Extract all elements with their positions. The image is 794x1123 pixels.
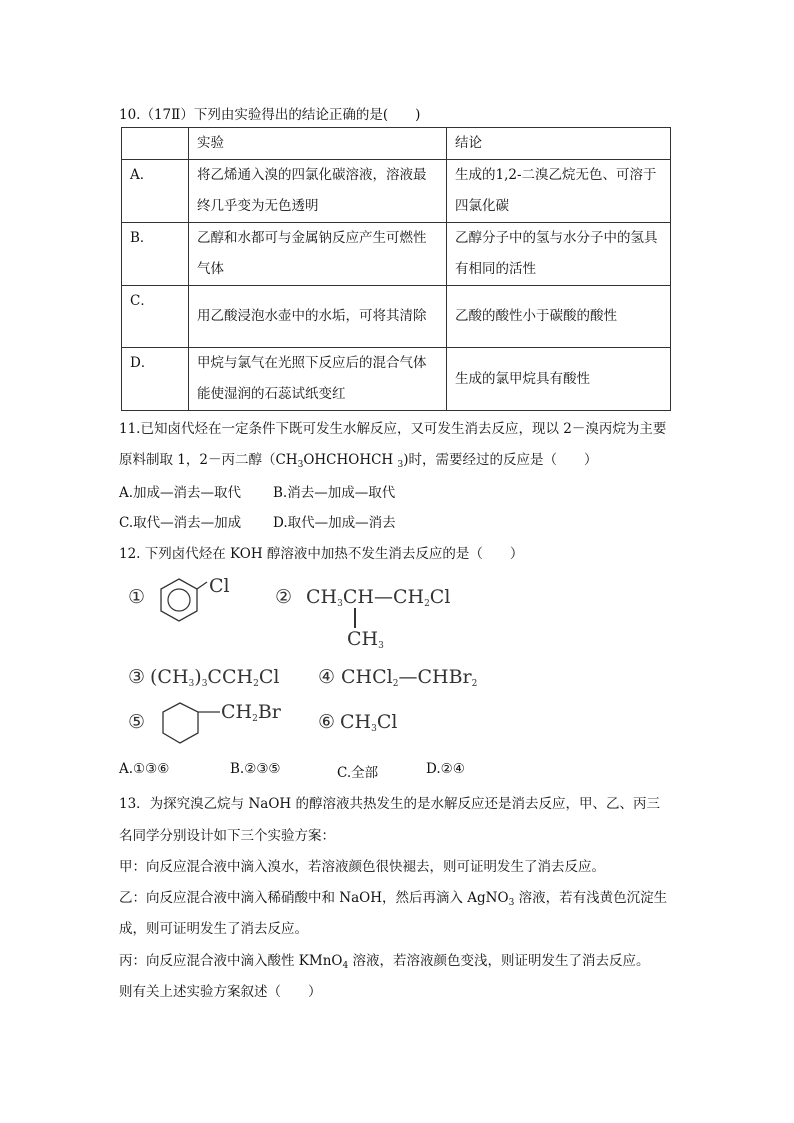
cyclohexane-ring-icon — [160, 700, 222, 748]
structure-5-substituent: $CH_2Br$ — [221, 701, 281, 724]
row-experiment: 用乙酸浸泡水壶中的水垢，可将其清除 — [189, 286, 447, 348]
q13-line4: 乙：向反应混合液中滴入稀硝酸中和 NaOH，然后再滴入 AgNO$_3$ 溶液，若有浅黄色沉淀生 — [119, 890, 668, 908]
row-experiment: 乙醇和水都可与金属钠反应产生可燃性 气体 — [189, 223, 447, 286]
q13-line6: 丙：向反应混合液中滴入酸性 KMnO$_4$ 溶液，若溶液颜色变浅，则证明发生了消去反应。 — [119, 953, 650, 971]
q12-option-b: B.②③⑤ — [230, 761, 281, 777]
q13-line7: 则有关上述实验方案叙述（ ） — [119, 984, 322, 1000]
row-label: B． — [122, 223, 189, 286]
row-label: D． — [122, 348, 189, 411]
structure-4-number: ④ — [318, 666, 336, 688]
q11-option-b: B.消去—加成—取代 — [273, 485, 396, 501]
table-row — [122, 223, 671, 286]
structure-6-formula: $CH_3Cl$ — [340, 711, 398, 734]
table-header-row — [122, 128, 671, 160]
structure-1-number: ① — [128, 586, 146, 608]
q11-option-c: C.取代—消去—加成 — [119, 515, 242, 531]
q10-stem: 10.（17Ⅱ）下列由实验得出的结论正确的是( ) — [119, 107, 421, 123]
q11-option-d: D.取代—加成—消去 — [273, 515, 396, 531]
row-conclusion: 乙醇分子中的氢与水分子中的氢具 有相同的活性 — [447, 223, 671, 286]
table-row — [122, 286, 671, 348]
structure-3-number: ③ — [128, 666, 146, 688]
q13-line1: 13．为探究溴乙烷与 NaOH 的醇溶液共热发生的是水解反应还是消去反应，甲、乙、丙三 — [119, 796, 660, 812]
table-header-experiment: 实验 — [189, 128, 447, 160]
row-conclusion: 乙酸的酸性小于碳酸的酸性 — [447, 286, 671, 348]
q13-line2: 名同学分别设计如下三个实验方案： — [119, 828, 335, 844]
row-label: C． — [122, 286, 189, 348]
table-header-blank — [122, 128, 189, 160]
structure-1-chlorine: Cl — [209, 575, 230, 597]
q11-option-a: A.加成—消去—取代 — [119, 485, 242, 501]
table-row — [122, 160, 671, 223]
structure-2-branch: $CH_3$ — [347, 628, 384, 651]
q12-option-a: A.①③⑥ — [119, 761, 170, 777]
q13-line3: 甲：向反应混合液中滴入溴水，若溶液颜色很快褪去，则可证明发生了消去反应。 — [119, 859, 605, 875]
structure-4-formula: CHCl$_2$—CHBr$_2$ — [341, 666, 478, 689]
q12-option-c: C.全部 — [337, 765, 379, 781]
structure-2-number: ② — [275, 586, 293, 608]
structure-2-bond — [354, 608, 356, 628]
benzene-ring-icon — [158, 576, 208, 626]
structure-6-number: ⑥ — [318, 711, 336, 733]
structure-5-number: ⑤ — [128, 711, 146, 733]
row-conclusion: 生成的氯甲烷具有酸性 — [447, 348, 671, 411]
q11-line1: 11.已知卤代烃在一定条件下既可发生水解反应，又可发生消去反应，现以 2－溴丙烷为主要 — [119, 421, 667, 437]
q12-stem: 12. 下列卤代烃在 KOH 醇溶液中加热不发生消去反应的是（ ） — [119, 546, 524, 562]
table-row — [122, 348, 671, 411]
q12-option-d: D.②④ — [426, 761, 465, 777]
q10-table — [121, 127, 671, 411]
row-experiment: 甲烷与氯气在光照下反应后的混合气体 能使湿润的石蕊试纸变红 — [189, 348, 447, 411]
structure-3-formula: $(CH_3)_3CCH_2Cl$ — [150, 666, 280, 689]
table-header-conclusion: 结论 — [447, 128, 671, 160]
row-conclusion: 生成的1,2-二溴乙烷无色、可溶于 四氯化碳 — [447, 160, 671, 223]
q13-line5: 成，则可证明发生了消去反应。 — [119, 921, 308, 937]
q11-line2: 原料制取 1，2－丙二醇（$CH_3OHCHOHCH$ $_3$)时，需要经过的反应是（ ） — [119, 452, 598, 470]
structure-2-main-chain: $CH_3CH—CH_2Cl$ — [306, 586, 451, 609]
row-label: A． — [122, 160, 189, 223]
row-experiment: 将乙烯通入溴的四氯化碳溶液，溶液最 终几乎变为无色透明 — [189, 160, 447, 223]
